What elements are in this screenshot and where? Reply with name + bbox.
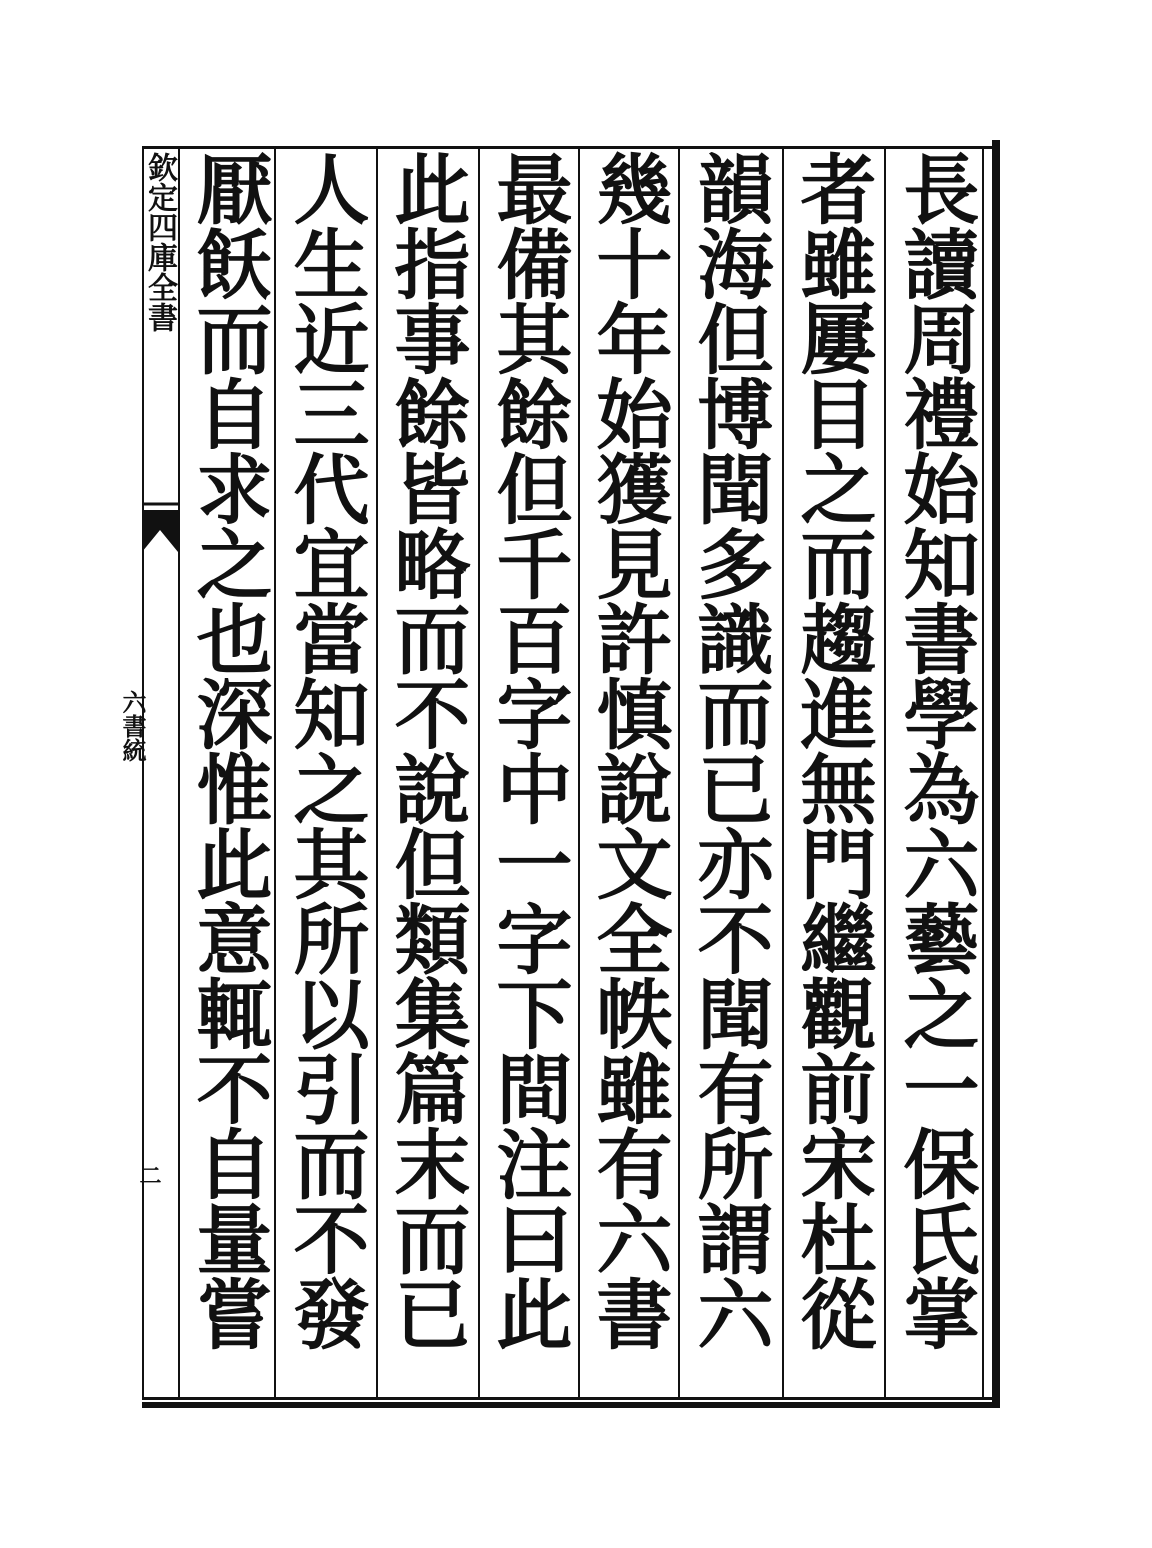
page-number: 二 xyxy=(136,1164,162,1186)
column-divider xyxy=(376,146,378,1400)
fish-tail-mark-icon xyxy=(142,500,178,560)
text-column-7: 人生近三代宜當知之其所以引而不發 xyxy=(281,150,370,1350)
section-title: 六書統 xyxy=(118,690,147,762)
text-column-1: 長讀周禮始知書學為六藝之一保氏掌 xyxy=(891,150,980,1350)
column-divider xyxy=(178,146,180,1400)
frame-bottom-border xyxy=(142,1402,1000,1408)
column-divider xyxy=(578,146,580,1400)
column-divider xyxy=(678,146,680,1400)
column-divider xyxy=(782,146,784,1400)
column-divider xyxy=(884,146,886,1400)
text-column-8: 厭飫而自求之也深惟此意輒不自量嘗 xyxy=(184,150,273,1350)
column-divider xyxy=(478,146,480,1400)
text-column-2: 者雖屢目之而趨進無門繼觀前宋杜從 xyxy=(788,150,877,1350)
text-column-3: 韻海但博聞多識而已亦不聞有所謂六 xyxy=(685,150,774,1350)
frame-right-inner-border xyxy=(982,146,984,1400)
column-divider xyxy=(274,146,276,1400)
frame-right-border xyxy=(992,140,1000,1408)
text-column-5: 最備其餘但千百字中一字下間注曰此 xyxy=(484,150,573,1350)
text-column-4: 幾十年始獲見許慎說文全帙雖有六書 xyxy=(584,150,673,1350)
book-title: 欽定四庫全書 xyxy=(142,152,177,332)
text-column-6: 此指事餘皆略而不說但類集篇末而已 xyxy=(382,150,471,1350)
